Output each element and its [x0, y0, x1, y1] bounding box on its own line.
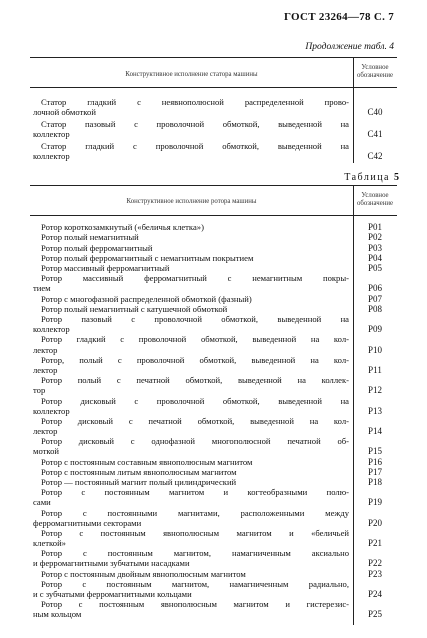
table5-row-code: P10 — [367, 344, 382, 355]
table5-row-description — [33, 396, 349, 416]
table5-row-code: P19 — [367, 497, 382, 508]
table5-row-description-line: Ротор полый ферромагнитный с немагнитным покрытием — [41, 252, 254, 263]
table5-row-description — [33, 375, 349, 395]
table4-header-code-line-2: обозначение — [356, 72, 394, 80]
table5-row-description-line: клеткой» — [33, 538, 66, 549]
table5-header-code — [353, 192, 397, 209]
table4-row-description — [33, 141, 349, 161]
table5-row-description-line: ферромагнитными секторами — [33, 517, 142, 528]
table5-row-code: P02 — [367, 232, 382, 243]
table5-row-code: P24 — [367, 589, 382, 600]
table5-row-description-line: коллектор — [33, 324, 70, 335]
table5-row-code: P21 — [367, 538, 382, 549]
table5-row-description-line: Ротор полый немагнитный — [41, 232, 139, 243]
table5-row-description — [33, 253, 349, 263]
table5-row-description — [33, 569, 349, 579]
table5-title-number: 5 — [394, 172, 399, 183]
table5-row-description-line: лектор — [33, 344, 58, 355]
table5-row-description-line: Ротор массивный ферромагнитный с немагнитным покры- — [41, 273, 349, 284]
table4-row-description — [33, 119, 349, 139]
table5-row-description-line: Ротор полый немагнитный с катушечной обмоткой — [41, 303, 228, 314]
table5-row-code: P11 — [368, 364, 382, 375]
table5-row-description-line: Ротор с постоянным явнополюсным магнитом и гистерезис- — [41, 599, 349, 610]
table5-row-code: P13 — [367, 405, 382, 416]
table5-row-description — [33, 314, 349, 334]
table5-row-code: P17 — [367, 466, 382, 477]
table5-row-description — [33, 263, 349, 273]
table4-continuation-label: Продолжение табл. 4 — [305, 42, 394, 52]
table5-row-code: P20 — [367, 517, 382, 528]
table5-row-description — [33, 355, 349, 375]
table4-row-description — [33, 97, 349, 117]
table4-header-rule — [30, 87, 397, 88]
table5-row-code: P25 — [367, 609, 382, 620]
table5-row-code: P12 — [367, 385, 382, 396]
table5-row-description-line: Ротор с постоянным составным явнополюсным магнитом — [41, 456, 253, 467]
table5-row-description — [33, 416, 349, 436]
table5-header-design: Конструктивное исполнение ротора машины — [126, 198, 257, 205]
table5-row-description — [33, 232, 349, 242]
table5-row-code: P07 — [367, 293, 382, 304]
table5-row-code: P22 — [367, 558, 382, 569]
table5-row-code: P23 — [367, 568, 382, 579]
table5-row-description — [33, 294, 349, 304]
table5-row-description-line: Ротор с постоянным магнитом, намагниченным радиально, — [41, 578, 349, 589]
table5-row-description — [33, 599, 349, 619]
table5-row-code: P18 — [367, 477, 382, 488]
table5-row-description-line: Ротор полый с печатной обмоткой, выведенной на коллек- — [41, 375, 349, 386]
table4-header-code — [353, 64, 397, 81]
table5-row-code: P05 — [367, 263, 382, 273]
table5-title — [344, 172, 399, 183]
table5-row-description-line: Ротор — постоянный магнит полый цилиндрический — [41, 477, 237, 488]
table5-row-description-line: тор — [33, 385, 46, 396]
page-header-standard: ГОСТ 23264—78 С. 7 — [283, 11, 394, 23]
table5-row-description-line: лектор — [33, 425, 58, 436]
table5-row-description — [33, 243, 349, 253]
table5-row-description-line: Ротор гладкий с проволочной обмоткой, выведенной на кол- — [41, 334, 349, 345]
table5-row-description — [33, 579, 349, 599]
table5-row-code: P04 — [367, 252, 382, 263]
table5-row-description-line: Ротор с постоянным явнополюсным магнитом и «беличьей — [41, 528, 349, 538]
table5-row-code: P16 — [367, 456, 382, 467]
table5-row-description-line: Ротор дисковый с однофазной многополюсной печатной об- — [41, 436, 349, 447]
table5-row-description — [33, 222, 349, 232]
table5-row-description-line: Ротор дисковый с печатной обмоткой, выведенной на кол- — [41, 415, 349, 426]
table5-row-description — [33, 467, 349, 477]
table5-row-code: P06 — [367, 283, 382, 294]
table5-row-code: P09 — [367, 324, 382, 335]
table4-row-code: C41 — [367, 129, 383, 140]
table5-row-description-line: тием — [33, 283, 51, 294]
table4-row-description-line: Статор пазовый с проволочной обмоткой, выведенной на — [41, 119, 349, 129]
table5-row-description-line: Ротор с постоянным магнитом, намагниченным аксиально — [41, 548, 349, 559]
table4-row-description-line: коллектор — [33, 151, 70, 162]
table5-row-description-line: сами — [33, 497, 51, 508]
table4-top-rule — [30, 57, 397, 58]
table5-row-description — [33, 487, 349, 507]
table5-row-description-line: моткой — [33, 446, 60, 457]
table4-row-code: C42 — [367, 151, 383, 162]
table5-row-description — [33, 436, 349, 456]
table5-row-description-line: Ротор пазовый с проволочной обмоткой, выведенной на — [41, 314, 349, 325]
table5-row-description-line: Ротор с постоянными магнитами, расположенными между — [41, 507, 349, 518]
table5-row-description — [33, 477, 349, 487]
table5-row-description-line: Ротор с постоянным двойным явнополюсным магнитом — [41, 568, 246, 579]
table5-header-rule — [30, 215, 397, 216]
table5-row-description — [33, 304, 349, 314]
table5-row-description — [33, 334, 349, 354]
table5-row-description-line: Ротор с многофазной распределенной обмоткой (фазный) — [41, 293, 252, 304]
table5-row-description-line: и с зубчатыми ферромагнитными кольцами — [33, 589, 192, 600]
table5-row-description-line: Ротор короткозамкнутый («беличья клетка») — [41, 222, 204, 232]
table4-header-design: Конструктивное исполнение статора машины — [125, 71, 258, 78]
table5-row-description — [33, 508, 349, 528]
table5-row-description-line: Ротор с постоянным литым явнополюсным магнитом — [41, 466, 237, 477]
table5-header-code-line-2: обозначение — [356, 200, 394, 208]
table5-row-description-line: Ротор с постоянным магнитом и когтеобразными полю- — [41, 487, 349, 498]
table5-row-code: P15 — [367, 446, 382, 457]
table5-row-description — [33, 457, 349, 467]
table5-row-code: P01 — [367, 222, 382, 232]
table4-row-code: C40 — [367, 107, 383, 118]
table5-title-word: Таблица — [344, 172, 390, 183]
table5-row-description-line: ным кольцом — [33, 609, 82, 620]
table5-row-description-line: Ротор дисковый с проволочной обмоткой, выведенной на — [41, 395, 349, 406]
table5-top-rule — [30, 185, 397, 186]
table5-row-description-line: Ротор массивный ферромагнитный — [41, 263, 170, 273]
table5-header-code-line-1: Условное — [361, 192, 389, 199]
table4-row-description-line: лочной обмоткой — [33, 107, 96, 118]
table5-row-description-line: коллектор — [33, 405, 70, 416]
table5-row-code: P14 — [367, 425, 382, 436]
table5-row-code: P08 — [367, 303, 382, 314]
table4-row-description-line: Статор гладкий с проволочной обмоткой, выведенной на — [41, 141, 349, 151]
table5-row-description-line: и ферромагнитными зубчатыми насадками — [33, 558, 190, 569]
table5-row-description — [33, 273, 349, 293]
table5-row-description — [33, 528, 349, 548]
table4-header-code-line-1: Условное — [361, 64, 389, 71]
table4-row-description-line: коллектор — [33, 129, 70, 140]
table5-row-code: P03 — [367, 242, 382, 253]
table5-row-description-line: Ротор полый ферромагнитный — [41, 242, 153, 253]
table5-row-description-line: Ротор, полый с проволочной обмоткой, выведенной на кол- — [41, 354, 349, 365]
table5-row-description-line: лектор — [33, 364, 58, 375]
table4-row-description-line: Статор гладкий с неявнополюсной распределенной прово- — [41, 97, 349, 107]
table5-row-description — [33, 548, 349, 568]
